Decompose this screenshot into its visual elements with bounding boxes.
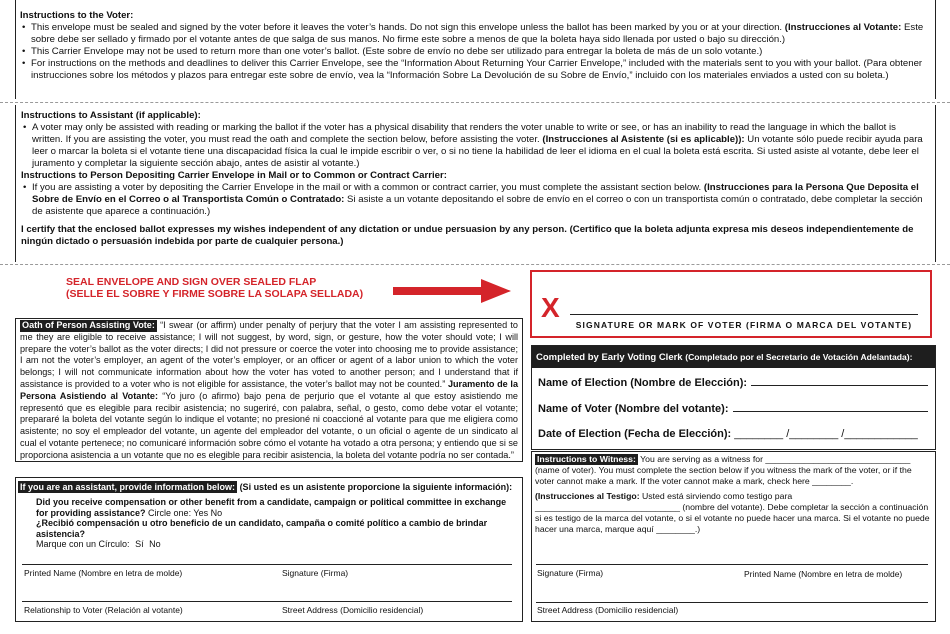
witness-instructions xyxy=(535,454,931,535)
deposit-bullet-es-label: (Instrucciones para la Persona Que Deposita el Sobre de Envío en el Correo o al Transportista Común o Contratado: xyxy=(32,182,919,205)
voter-name-row xyxy=(538,403,930,415)
voter-bullet-1 xyxy=(20,22,930,46)
assistant-bullet-1-es-label: (Instrucciones al Asistente (si es aplicable)): xyxy=(542,134,745,145)
assistant-info-box xyxy=(15,477,523,622)
seal-instructions xyxy=(66,276,363,300)
relationship-label: Relationship to Voter (Relación al votante) xyxy=(24,605,183,615)
witness-es-label: (Instrucciones al Testigo: xyxy=(535,491,640,501)
oath-box xyxy=(15,318,523,462)
witness-text-en: You are serving as a witness for ______________________________ (name of voter). You must complete the section below if you witness the mark of the voter, or if the voter cannot make a mark. If the voter cannot make a mark, check here ________. xyxy=(535,454,912,486)
witness-address-line[interactable] xyxy=(536,602,928,603)
witness-label: Instructions to Witness: xyxy=(537,454,636,464)
assistant-info-header xyxy=(18,481,512,493)
no-es-option[interactable]: No xyxy=(149,539,161,549)
circle-one-es xyxy=(36,539,516,550)
voter-instructions xyxy=(20,10,930,82)
no-option[interactable]: No xyxy=(210,507,223,518)
witness-text-es-block xyxy=(535,491,931,535)
left-border-middle xyxy=(15,105,16,262)
clerk-header-en: Completed by Early Voting Clerk xyxy=(536,352,683,363)
assistant-signature-label: Signature (Firma) xyxy=(282,568,349,578)
red-arrow-icon xyxy=(393,278,513,304)
assistant-info-label-es: (Si usted es un asistente proporcione la siguiente información): xyxy=(239,482,513,492)
voter-bullet-1-es: Este sobre debe ser sellado y firmado por el votante antes de que salga de sus manos. No firme este sobre a menos de que la boleta haya sido llenada por usted o bajo su dirección.) xyxy=(31,22,924,45)
si-option[interactable]: Sí xyxy=(135,539,144,549)
clerk-header xyxy=(532,346,935,368)
voter-name-field[interactable] xyxy=(733,403,929,412)
voter-signature-label: SIGNATURE OR MARK OF VOTER (FIRMA O MARCA DEL VOTANTE) xyxy=(575,320,913,330)
oath-text-en: “I swear (or affirm) under penalty of perjury that the voter I am assisting represented to me they are eligible to receive assistance; I will not suggest, by word, sign, or gesture, how the voter should vote; I will prepare the voter’s ballot as the voter directs; I did not pressure or coerce the voter into choosing me to provide assistance; I am not the voter’s employer, an agent of the voter’s employer, or an officer or agent of a labor union to which the voter belongs; I will not communicate information about how the voter has voted to another person; and I understand that if assistance is provided to a voter who is not eligible for assistance, the voter’s ballot may not be counted.” xyxy=(20,320,518,389)
election-name-field[interactable] xyxy=(751,377,928,386)
witness-address-label: Street Address (Domicilio residencial) xyxy=(537,605,679,615)
voter-signature-line xyxy=(570,314,918,315)
compensation-question xyxy=(36,497,516,550)
compensation-question-es: ¿Recibió compensación u otro beneficio de un candidato, campaña o comité político a cambio de brindar asistencia? xyxy=(36,518,488,539)
oath-es-label: Juramento de la Persona Asistiendo al Votante: xyxy=(20,378,519,401)
assistant-relationship-line[interactable] xyxy=(22,601,512,602)
seal-line-2: (SELLE EL SOBRE Y FIRME SOBRE LA SOLAPA SELLADA) xyxy=(66,288,364,300)
assistant-name-line[interactable] xyxy=(22,564,512,565)
dashed-separator-2 xyxy=(0,264,950,265)
election-date-field[interactable]: ________ /________ /____________ xyxy=(734,428,918,440)
clerk-box xyxy=(531,345,936,450)
assistant-bullet-1-es: Un votante sólo puede recibir ayuda para leer o marcar la boleta si el votante tiene una discapacidad física la cual le impide escribir o ver, o si no tiene la habilidad de leer el idioma en el cual la boleta está escrita. Si usted asiste al votante, debe leer el juramento y completar la siguiente sección abajo, antes de asistir al votante.) xyxy=(32,134,923,169)
deposit-bullet xyxy=(21,182,929,218)
assistant-bullet-1-en: A voter may only be assisted with reading or marking the ballot if the voter has a physical disability that renders the voter unable to write or see, or has an inability to read the language in which the ballot is written. If you are assisting the voter, you must read the oath and complete the section below, before assisting the voter. xyxy=(32,122,896,145)
witness-box xyxy=(531,451,936,622)
assistant-bullet-1 xyxy=(21,122,929,170)
witness-signature-label: Signature (Firma) xyxy=(537,568,604,578)
assistant-address-label: Street Address (Domicilio residencial) xyxy=(282,605,424,615)
voter-bullet-3: • For instructions on the methods and deadlines to deliver this Carrier Envelope, see the “Information About Returning Your Carrier Envelope,” included with the materials sent to you with your ballot. (Para obtener instrucciones sobre los métodos y plazos para entregar este sobre de envío, vea la “Información Sobre La Devolución de su Sobre de Envío,” incluido con los materiales enviados a usted con su boleta.) xyxy=(20,58,930,82)
right-border-middle xyxy=(935,105,936,262)
seal-line-1: SEAL ENVELOPE AND SIGN OVER SEALED FLAP xyxy=(66,276,317,288)
clerk-header-es: (Completado por el Secretario de Votación Adelantada): xyxy=(685,352,913,362)
election-date-row xyxy=(538,428,918,440)
left-border-top xyxy=(15,0,16,99)
compensation-question-en-text: Did you receive compensation or other benefit from a candidate, campaign or political committee in exchange for providing assistance? xyxy=(36,497,507,518)
voter-bullet-2: • This Carrier Envelope may not be used to return more than one voter’s ballot. (Este sobre de envío no debe ser utilizado para entregar la boleta de más de un solo votante.) xyxy=(20,46,930,58)
right-border-top xyxy=(935,0,936,99)
dashed-separator-1 xyxy=(0,102,950,103)
witness-text-en-block xyxy=(535,454,931,487)
witness-signature-line[interactable] xyxy=(536,564,928,565)
witness-text-es: Usted está sirviendo como testigo para ______________________________ (nombre del votante). Debe completar la sección a continuación si es testigo de la marca del votante, o si el votante no puede hacer una marca. Si el votante no puede hacer una marca, marque aquí ________.) xyxy=(535,491,930,534)
voter-bullet-1-es-label: (Instrucciones al Votante: xyxy=(784,22,902,33)
yes-option[interactable]: Yes xyxy=(193,507,209,518)
assistant-info-label: If you are an assistant, provide information below: xyxy=(20,482,236,492)
oath-text xyxy=(20,320,518,462)
assistant-instructions-heading: Instructions to Assistant (if applicable): xyxy=(21,110,201,121)
deposit-bullet-en: If you are assisting a voter by depositing the Carrier Envelope in the mail or with a common or contract carrier, you must complete the assistant section below. xyxy=(32,182,702,193)
election-date-label: Date of Election (Fecha de Elección): xyxy=(538,428,732,440)
compensation-question-en xyxy=(36,497,516,518)
oath-text-es: “Yo juro (o afirmo) bajo pena de perjurio que el votante al que estoy asistiendo me representó que es elegible para recibir asistencia; no sugeriré, con palabra, señal, o gesto, como debe votar el votante; prepararé la boleta del votante según lo indique el votante; no presioné ni coaccioné al votante para que me eligiera como asistente; no soy el empleador del votante, un agente del empleador del votante, o un oficial o agente de un sindicato al cual el votante pertenece; no comunicaré información sobre cómo el votante ha votado a otra persona; y entiendo que si se proporciona asistencia a un votante que no es elegible para recibir asistencia, la boleta del votante podría no ser contada.” xyxy=(20,390,518,460)
deposit-bullet-es: Si asiste a un votante depositando el sobre de envío en el correo o con un transportista común o contratado, debe completar la sección de asistente que aparece a continuación.) xyxy=(32,194,923,217)
oath-label: Oath of Person Assisting Vote: xyxy=(22,320,155,330)
election-name-row xyxy=(538,377,930,389)
x-mark-icon: X xyxy=(541,292,560,323)
witness-printed-name-label: Printed Name (Nombre en letra de molde) xyxy=(744,569,903,579)
circle-one-es-label: Marque con un Círculo: xyxy=(36,539,130,549)
election-name-label: Name of Election (Nombre de Elección): xyxy=(538,377,748,389)
deposit-instructions-heading: Instructions to Person Depositing Carrier Envelope in Mail or to Common or Contract Carrier: xyxy=(21,170,447,181)
certify-statement: I certify that the enclosed ballot expresses my wishes independent of any dictation or undue persuasion by any person. (Certifico que la boleta adjunta expresa mis deseos independientemente de ningún dictado o persuasión indebida por parte de cualquier persona.) xyxy=(21,224,914,247)
voter-name-label: Name of Voter (Nombre del votante): xyxy=(538,403,729,415)
assistant-printed-name-label: Printed Name (Nombre en letra de molde) xyxy=(24,568,183,578)
voter-signature-box[interactable] xyxy=(530,270,932,338)
voter-bullet-1-en: This envelope must be sealed and signed by the voter before it leaves the voter’s hands. Do not sign this envelope unless the ballot has been marked by you or at your direction. xyxy=(31,22,783,33)
circle-one-label: Circle one: xyxy=(148,507,192,518)
voter-instructions-heading: Instructions to the Voter: xyxy=(20,10,134,21)
assistant-instructions xyxy=(21,110,929,248)
